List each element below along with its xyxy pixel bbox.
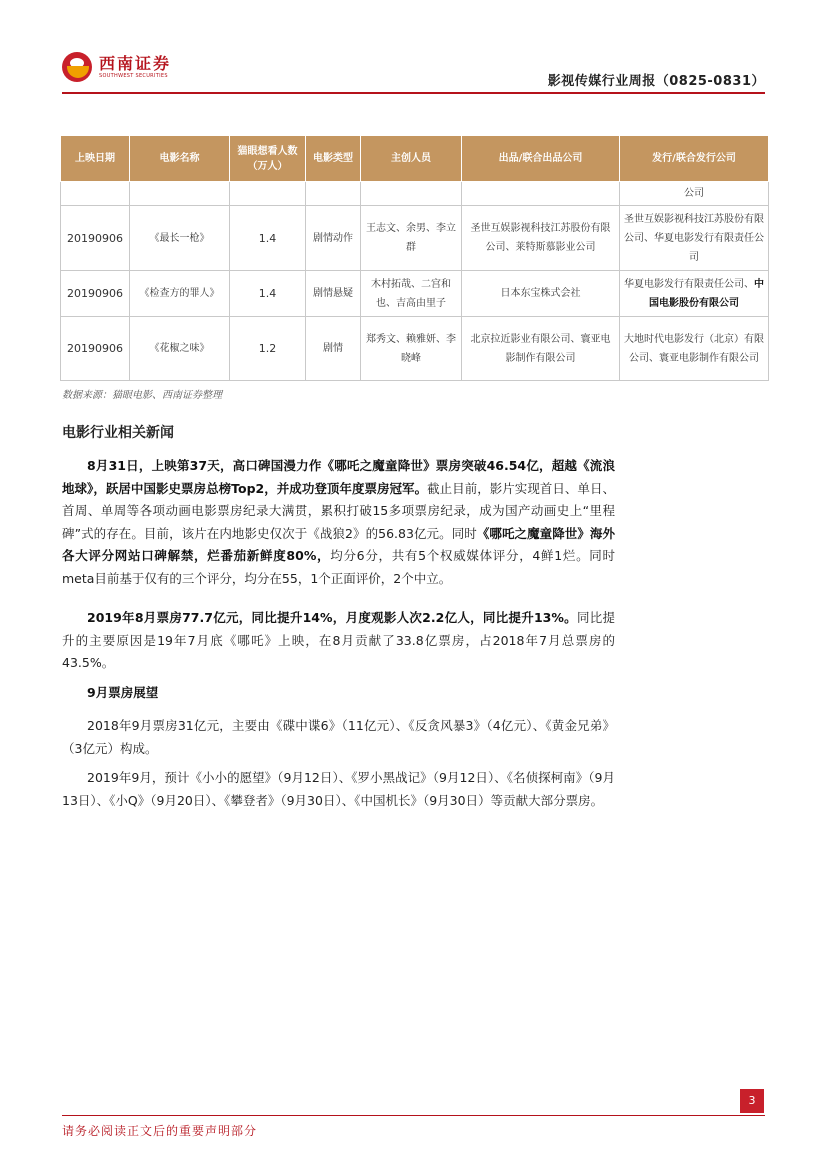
footer-divider (62, 1115, 765, 1116)
cell-producer (462, 182, 620, 206)
logo-icon (62, 52, 92, 82)
company-logo (62, 52, 171, 82)
cell-type: 剧情悬疑 (306, 271, 361, 317)
cell-distributor (620, 271, 769, 317)
col-header-producer: 出品/联合出品公司 (462, 136, 620, 182)
p1-text-2: 均分6分，共有5个权威媒体评分，4鲜1烂。同时meta目前基于仅有的三个评分，均分在55，1个正面评价，2个中立。 (62, 548, 616, 586)
col-header-date: 上映日期 (61, 136, 130, 182)
distributor-bold-text: 中国电影股份有限公司 (649, 278, 764, 309)
p2-bold-1: 2019年8月票房77.7亿元，同比提升14%，月度观影人次2.2亿人，同比提升13%。 (87, 610, 577, 625)
col-header-type: 电影类型 (306, 136, 361, 182)
p2-text-1: 同比提升的主要原因是19年7月底《哪吒》上映，在8月贡献了33.8亿票房，占2018年7月总票房的43.5%。 (62, 610, 615, 670)
cell-crew: 王志文、余男、李立群 (361, 206, 462, 271)
report-title: 影视传媒行业周报（0825-0831） (547, 74, 765, 89)
table-row (61, 206, 769, 271)
cell-name (130, 182, 230, 206)
col-header-want: 猫眼想看人数（万人） (230, 136, 306, 182)
cell-want: 1.4 (230, 271, 306, 317)
subheading-september-outlook: 9月票房展望 (87, 685, 159, 700)
cell-producer: 北京拉近影业有限公司、寰亚电影制作有限公司 (462, 317, 620, 381)
news-paragraph-4: 2019年9月，预计《小小的愿望》（9月12日）、《罗小黑战记》（9月12日）、《名侦探柯南》（9月13日）、《小Q》（9月20日）、《攀登者》（9月30日）、《中国机长》（9月30日）等贡献大部分票房。 (62, 770, 615, 808)
cell-date: 20190906 (61, 271, 130, 317)
cell-producer: 圣世互娱影视科技江苏股份有限公司、莱特斯慕影业公司 (462, 206, 620, 271)
footer-disclaimer: 请务必阅读正文后的重要声明部分 (62, 1124, 258, 1138)
cell-distributor: 圣世互娱影视科技江苏股份有限公司、华夏电影发行有限责任公司 (620, 206, 769, 271)
cell-type: 剧情 (306, 317, 361, 381)
p1-text-1: 截止目前，影片实现首日、单日、首周、单周等各项动画电影票房纪录大满贯，累积打破15多项票房纪录，成为国产动画史上“里程碑”式的存在。目前，该片在内地影史仅次于《战狼2》的56.83亿元。同时 (62, 480, 615, 541)
cell-date: 20190906 (61, 206, 130, 271)
cell-want: 1.2 (230, 317, 306, 381)
table-row (61, 317, 769, 381)
cell-producer: 日本东宝株式会社 (462, 271, 620, 317)
page-number: 3 (740, 1089, 764, 1113)
header-divider (62, 92, 765, 94)
p1-bold-2: 《哪吒之魔童降世》海外各大评分网站口碑解禁，烂番茄新鲜度80%， (62, 525, 615, 563)
col-header-name: 电影名称 (130, 136, 230, 182)
table-header-row (61, 136, 769, 182)
cell-crew (361, 182, 462, 206)
cell-date: 20190906 (61, 317, 130, 381)
cell-crew: 郑秀文、赖雅妍、李晓峰 (361, 317, 462, 381)
news-paragraph-2 (62, 607, 615, 675)
cell-want: 1.4 (230, 206, 306, 271)
cell-type (306, 182, 361, 206)
cell-crew: 木村拓哉、二宫和也、吉高由里子 (361, 271, 462, 317)
section-title: 电影行业相关新闻 (62, 425, 174, 441)
cell-distributor: 公司 (620, 182, 769, 206)
cell-name: 《检查方的罪人》 (130, 271, 230, 317)
data-source-note: 数据来源：猫眼电影、西南证券整理 (62, 390, 222, 401)
table-row (61, 182, 769, 206)
cell-distributor: 大地时代电影发行（北京）有限公司、寰亚电影制作有限公司 (620, 317, 769, 381)
news-paragraph-1 (62, 455, 615, 590)
cell-want (230, 182, 306, 206)
logo-en-text: SOUTHWEST SECURITIES (99, 72, 168, 79)
cell-name: 《花椒之味》 (130, 317, 230, 381)
col-header-crew: 主创人员 (361, 136, 462, 182)
cell-type: 剧情动作 (306, 206, 361, 271)
logo-cn-text: 西南证券 (99, 53, 172, 73)
film-release-table (60, 135, 769, 381)
distributor-text: 华夏电影发行有限责任公司、 (624, 278, 754, 290)
cell-name: 《最长一枪》 (130, 206, 230, 271)
cell-date (61, 182, 130, 206)
news-paragraph-3: 2018年9月票房31亿元，主要由《碟中谍6》（11亿元）、《反贪风暴3》（4亿元）、《黄金兄弟》（3亿元）构成。 (62, 718, 615, 756)
p1-bold-1: 8月31日，上映第37天，高口碑国漫力作《哪吒之魔童降世》票房突破46.54亿，超越《流浪地球》，跃居中国影史票房总榜Top2，并成功登顶年度票房冠军。 (62, 458, 615, 496)
table-row (61, 271, 769, 317)
col-header-distributor: 发行/联合发行公司 (620, 136, 769, 182)
